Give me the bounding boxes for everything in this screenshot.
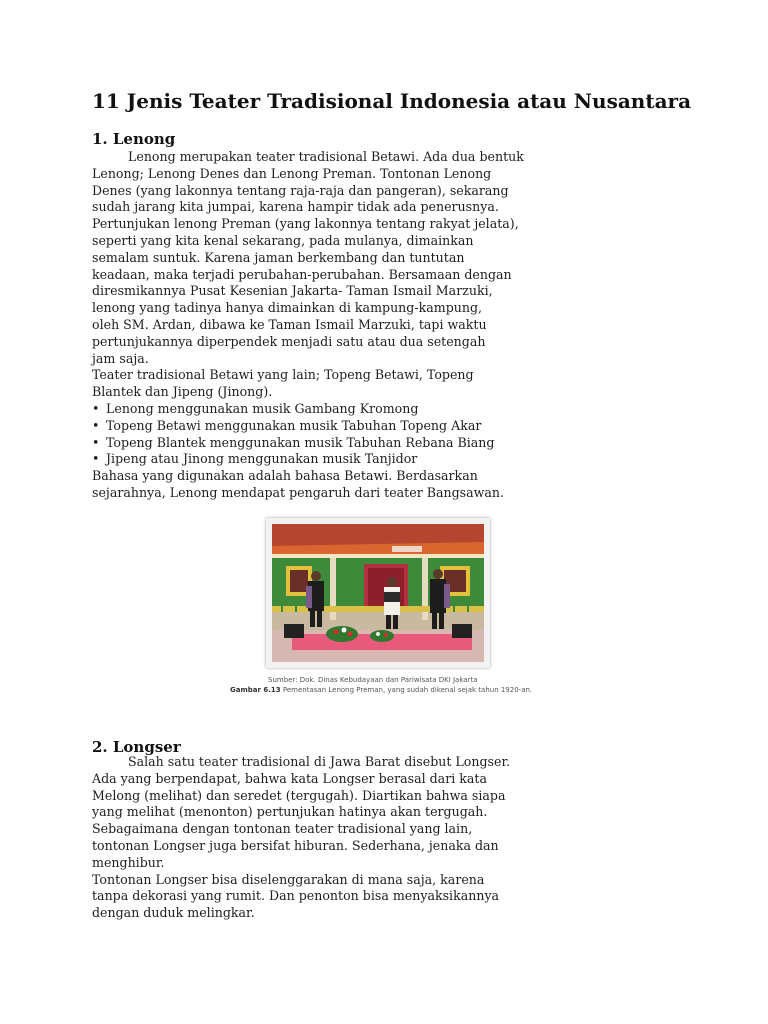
- paragraph-line: keadaan, maka terjadi perubahan-perubahan. Bersamaan dengan: [92, 266, 512, 282]
- paragraph-line: yang melihat (menonton) pertunjukan hatinya akan tergugah.: [92, 804, 488, 820]
- section-heading-lenong: 1. Lenong: [92, 130, 176, 148]
- bullet-icon: •: [92, 434, 100, 450]
- paragraph-line: Lenong merupakan teater tradisional Betawi. Ada dua bentuk: [128, 149, 524, 164]
- paragraph-line: pertunjukannya diperpendek menjadi satu atau dua setengah: [92, 333, 486, 349]
- paragraph-line: Teater tradisional Betawi yang lain; Topeng Betawi, Topeng: [92, 367, 474, 383]
- paragraph-line: Blantek dan Jipeng (Jinong).: [92, 384, 273, 400]
- bullet-item: [92, 418, 532, 435]
- lenong-body: [92, 149, 532, 502]
- lenong-photo: [266, 518, 490, 668]
- paragraph-line: Ada yang berpendapat, bahwa kata Longser berasal dari kata: [92, 770, 487, 786]
- paragraph-line: Lenong; Lenong Denes dan Lenong Preman. Tontonan Lenong: [92, 165, 492, 181]
- paragraph-line: tanpa dekorasi yang rumit. Dan penonton bisa menyaksikannya: [92, 888, 500, 904]
- lenong-performance-image: [272, 524, 484, 662]
- paragraph-line: Sebagaimana dengan tontonan teater tradisional yang lain,: [92, 821, 473, 837]
- figure-caption-text: Pementasan Lenong Preman, yang sudah dikenal sejak tahun 1920-an.: [282, 686, 533, 694]
- paragraph-line: semalam suntuk. Karena jaman berkembang dan tuntutan: [92, 249, 465, 265]
- bullet-item: [92, 435, 532, 452]
- paragraph-line: diresmikannya Pusat Kesenian Jakarta- Taman Ismail Marzuki,: [92, 283, 493, 299]
- figure-number: Gambar 6.13: [230, 686, 281, 694]
- bullet-icon: •: [92, 451, 100, 467]
- longser-body: [92, 754, 532, 922]
- paragraph-line: seperti yang kita kenal sekarang, pada mulanya, dimainkan: [92, 232, 474, 248]
- document-title: 11 Jenis Teater Tradisional Indonesia atau Nusantara: [92, 89, 692, 113]
- bullet-icon: •: [92, 400, 100, 416]
- bullet-text: Lenong menggunakan musik Gambang Kromong: [106, 400, 419, 416]
- paragraph-line: tontonan Longser juga bersifat hiburan. Sederhana, jenaka dan: [92, 837, 499, 853]
- figure-caption: [230, 686, 532, 695]
- bullet-icon: •: [92, 417, 100, 433]
- section-heading-longser: 2. Longser: [92, 738, 181, 756]
- paragraph-line: dengan duduk melingkar.: [92, 905, 255, 921]
- paragraph-line: oleh SM. Ardan, dibawa ke Taman Ismail Marzuki, tapi waktu: [92, 316, 487, 332]
- paragraph-line: Salah satu teater tradisional di Jawa Barat disebut Longser.: [128, 754, 511, 769]
- paragraph-line: Denes (yang lakonnya tentang raja-raja dan pangeran), sekarang: [92, 182, 509, 198]
- bullet-text: Topeng Blantek menggunakan musik Tabuhan Rebana Biang: [106, 434, 495, 450]
- paragraph-line: lenong yang tadinya hanya dimainkan di kampung-kampung,: [92, 300, 483, 316]
- paragraph-line: Bahasa yang digunakan adalah bahasa Betawi. Berdasarkan: [92, 468, 478, 484]
- paragraph-line: menghibur.: [92, 854, 165, 870]
- bullet-item: [92, 401, 532, 418]
- paragraph-line: Pertunjukan lenong Preman (yang lakonnya tentang rakyat jelata),: [92, 216, 519, 232]
- paragraph-line: Tontonan Longser bisa diselenggarakan di mana saja, karena: [92, 871, 485, 887]
- paragraph-line: sejarahnya, Lenong mendapat pengaruh dari teater Bangsawan.: [92, 484, 505, 500]
- paragraph-line: jam saja.: [92, 350, 149, 366]
- bullet-text: Jipeng atau Jinong menggunakan musik Tanjidor: [106, 451, 418, 467]
- paragraph-line: Melong (melihat) dan seredet (tergugah). Diartikan bahwa siapa: [92, 787, 506, 803]
- bullet-text: Topeng Betawi menggunakan musik Tabuhan Topeng Akar: [106, 417, 482, 433]
- paragraph-line: sudah jarang kita jumpai, karena hampir tidak ada penerusnya.: [92, 199, 499, 215]
- figure-source: Sumber: Dok. Dinas Kebudayaan dan Pariwisata DKI Jakarta: [268, 676, 478, 684]
- bullet-item: [92, 451, 532, 468]
